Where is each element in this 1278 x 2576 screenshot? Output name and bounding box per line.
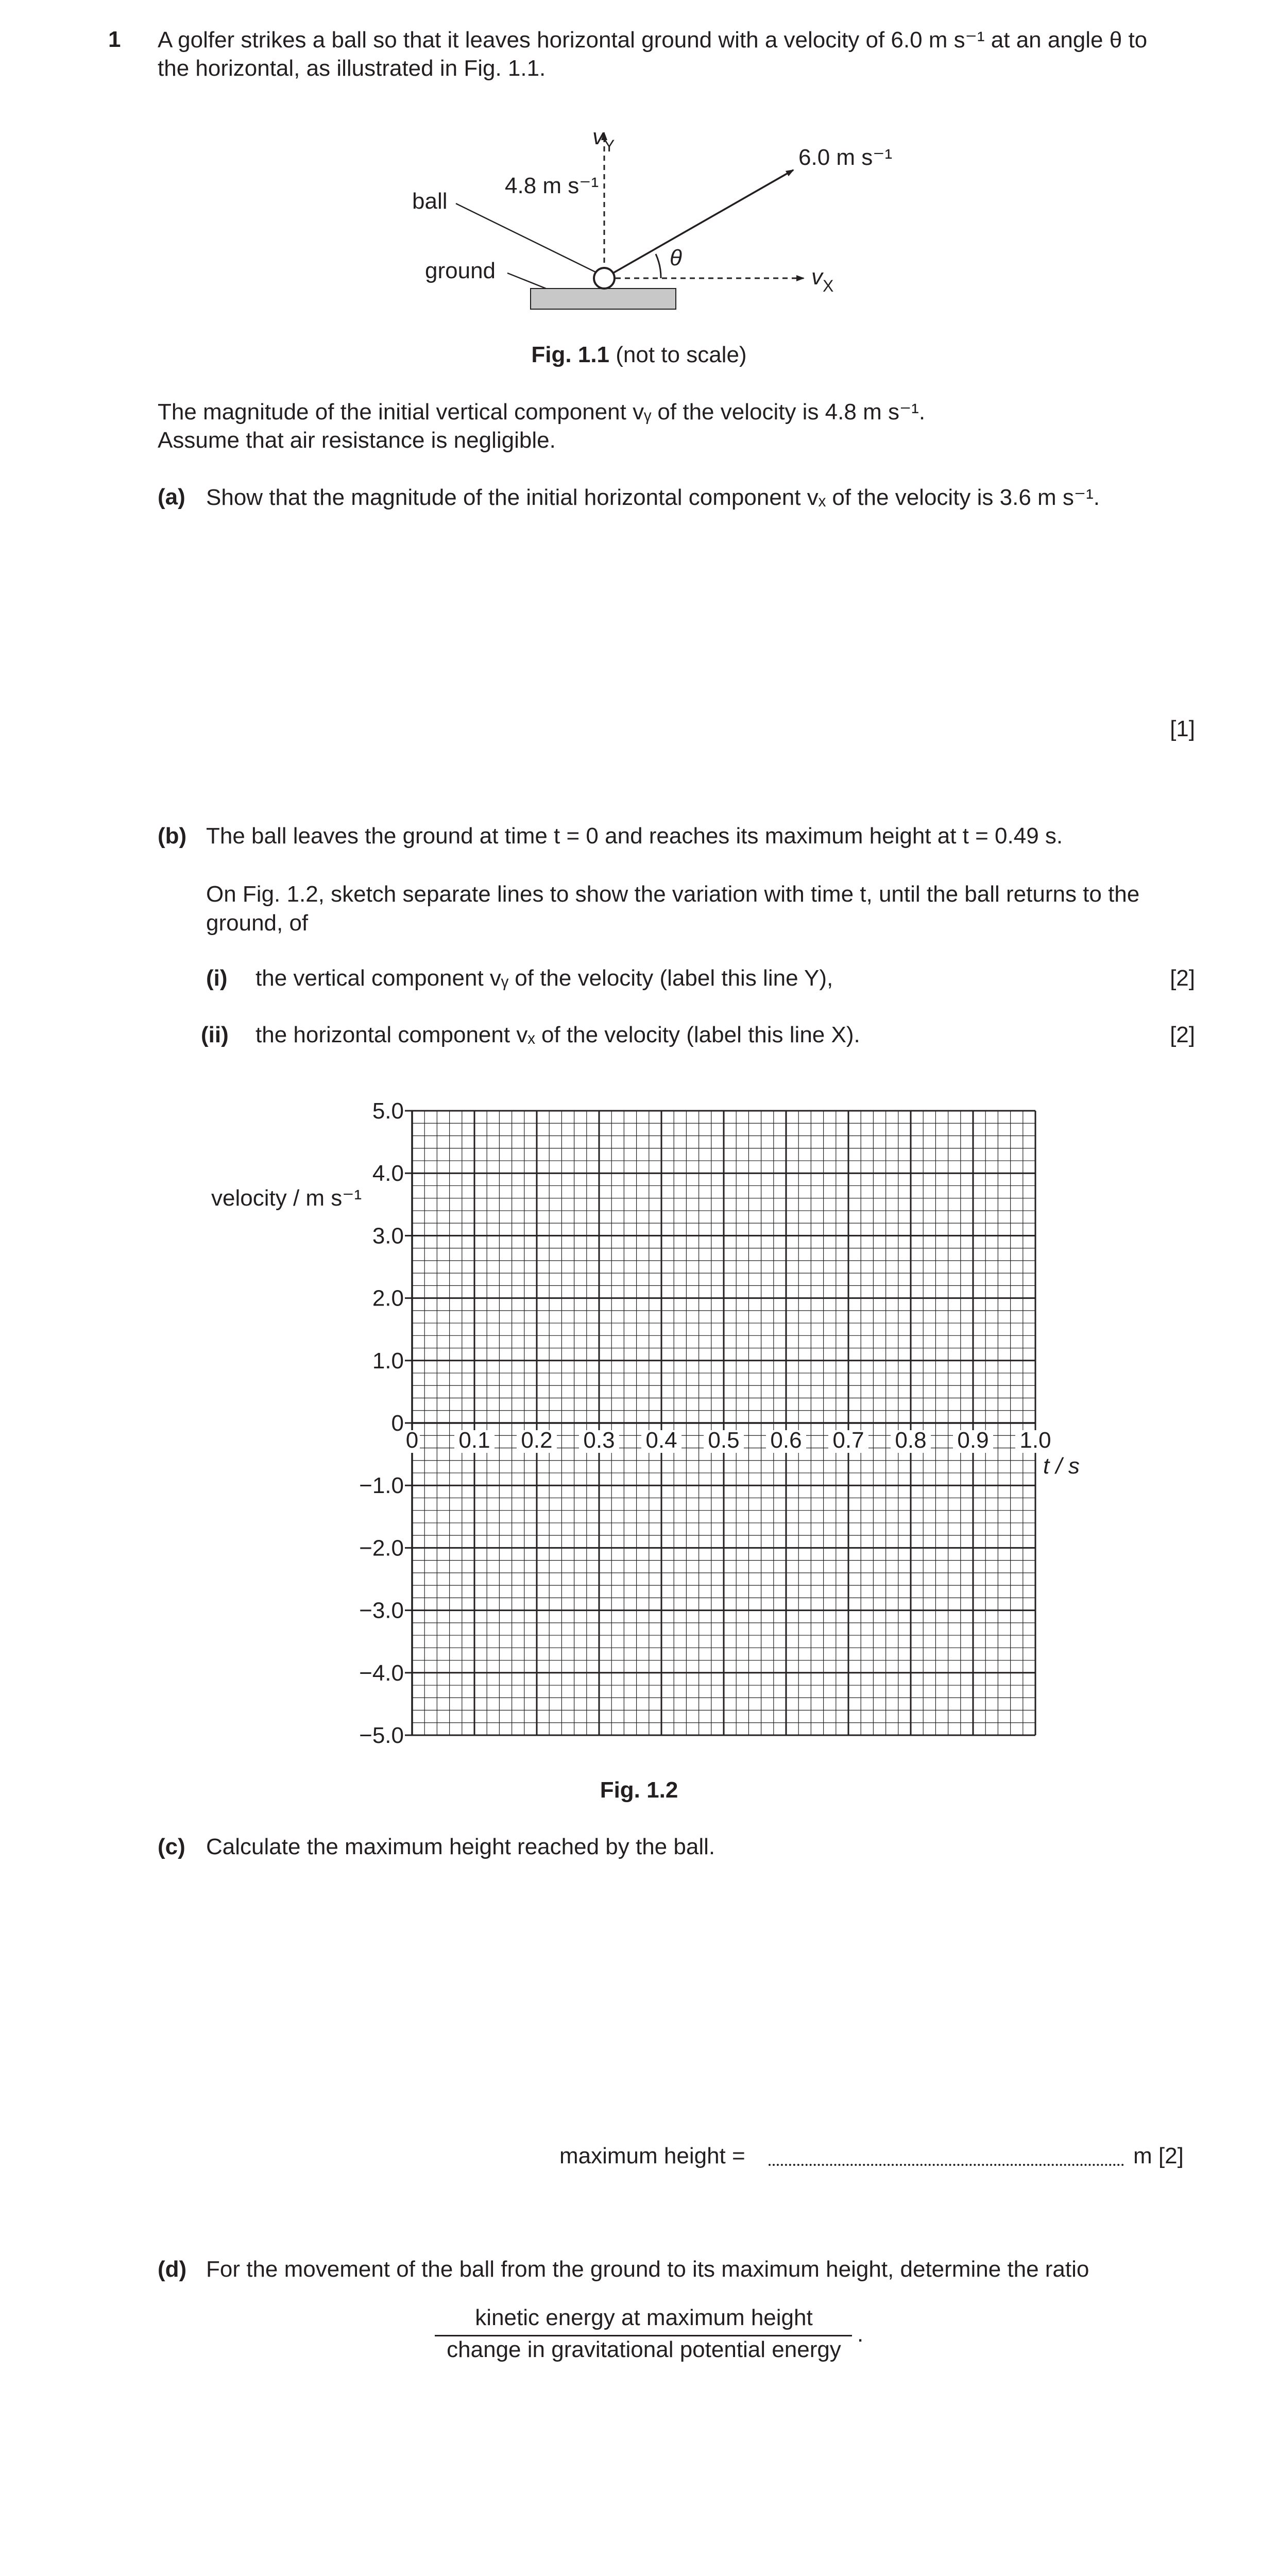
theta-label: θ bbox=[670, 245, 682, 270]
fig-1-1-caption-bold: Fig. 1.1 bbox=[531, 342, 610, 367]
info-line-1: The magnitude of the initial vertical component vᵧ of the velocity is 4.8 m s⁻¹. bbox=[158, 399, 926, 425]
y-axis-label: velocity / m s⁻¹ bbox=[211, 1185, 362, 1211]
x-axis-label: t / s bbox=[1043, 1453, 1080, 1479]
part-c-text: Calculate the maximum height reached by the ball. bbox=[206, 1834, 715, 1859]
vy-axis-sub: Y bbox=[604, 137, 615, 155]
ground-leader bbox=[507, 273, 546, 289]
y-tick-label: −3.0 bbox=[359, 1598, 404, 1623]
intro-line-2: the horizontal, as illustrated in Fig. 1.1. bbox=[158, 56, 546, 81]
vy-value-label: 4.8 m s⁻¹ bbox=[505, 173, 599, 198]
y-tick-label: 0 bbox=[391, 1411, 404, 1436]
y-tick-label: 3.0 bbox=[372, 1223, 404, 1249]
theta-arc bbox=[656, 254, 661, 278]
fig-1-1-diagram bbox=[402, 118, 907, 325]
y-tick-label: −5.0 bbox=[359, 1723, 404, 1748]
part-c-answer-unit: m [2] bbox=[1133, 2143, 1184, 2168]
info-line-2: Assume that air resistance is negligible. bbox=[158, 428, 556, 453]
question-number: 1 bbox=[108, 27, 121, 52]
fig-1-1-caption-rest: (not to scale) bbox=[609, 342, 747, 367]
fig-1-2-graph[interactable] bbox=[196, 1082, 1102, 1752]
part-b-text-1: The ball leaves the ground at time t = 0 and reaches its maximum height at t = 0.49 s. bbox=[206, 823, 1063, 849]
velocity-arrow bbox=[613, 170, 793, 273]
x-tick-label: 0.2 bbox=[521, 1428, 553, 1453]
x-tick-label: 0.1 bbox=[458, 1428, 490, 1453]
part-b-label: (b) bbox=[158, 823, 187, 849]
y-tick-label: 4.0 bbox=[372, 1161, 404, 1187]
vel-label: 6.0 m s⁻¹ bbox=[798, 145, 893, 170]
part-a-text: Show that the magnitude of the initial horizontal component vₓ of the velocity is 3.6 m s⁻¹. bbox=[206, 485, 1100, 510]
x-tick-label: 0 bbox=[405, 1428, 419, 1453]
y-tick-label: −2.0 bbox=[359, 1535, 404, 1561]
x-tick-label: 0.9 bbox=[957, 1428, 989, 1453]
x-tick-label: 0.3 bbox=[583, 1428, 615, 1453]
x-tick-label: 0.6 bbox=[770, 1428, 802, 1453]
x-tick-label: 1.0 bbox=[1019, 1428, 1051, 1453]
ball bbox=[594, 268, 615, 289]
part-b-i-text: the vertical component vᵧ of the velocity (label this line Y), bbox=[255, 965, 833, 991]
part-a-label: (a) bbox=[158, 484, 185, 510]
fig-1-1-caption bbox=[0, 342, 1278, 368]
vx-axis-sub: X bbox=[823, 277, 834, 295]
x-tick-label: 0.7 bbox=[832, 1428, 864, 1453]
y-tick-label: −4.0 bbox=[359, 1660, 404, 1686]
svg-text:vY bbox=[592, 124, 615, 155]
part-d-label: (d) bbox=[158, 2257, 187, 2282]
part-b-text-2: On Fig. 1.2, sketch separate lines to show the variation with time t, until the ball returns to the ground, of bbox=[206, 882, 1140, 936]
part-c-label: (c) bbox=[158, 1834, 185, 1859]
part-b-ii-text: the horizontal component vₓ of the velocity (label this line X). bbox=[255, 1022, 860, 1047]
x-tick-label: 0.8 bbox=[895, 1428, 927, 1453]
vx-axis-label: v bbox=[811, 264, 823, 290]
svg-text:vX bbox=[811, 264, 833, 295]
part-a-marks: [1] bbox=[1170, 716, 1195, 741]
part-b-ii-label: (ii) bbox=[201, 1022, 229, 1047]
x-tick-labels bbox=[404, 1428, 1055, 1453]
fig-1-2-caption: Fig. 1.2 bbox=[600, 1777, 678, 1803]
ratio-fraction-bar bbox=[435, 2335, 852, 2336]
x-tick-label: 0.4 bbox=[645, 1428, 677, 1453]
y-tick-label: −1.0 bbox=[359, 1473, 404, 1499]
y-tick-labels bbox=[359, 1098, 404, 1748]
part-b-i-marks: [2] bbox=[1170, 965, 1195, 991]
ball-label: ball bbox=[412, 189, 448, 214]
part-c-answer-label: maximum height = bbox=[559, 2143, 745, 2168]
ground-block bbox=[531, 289, 676, 309]
x-tick-label: 0.5 bbox=[708, 1428, 740, 1453]
part-b-i-label: (i) bbox=[206, 965, 228, 991]
ratio-denominator: change in gravitational potential energy bbox=[447, 2337, 841, 2362]
part-c-answer-line[interactable] bbox=[769, 2164, 1124, 2166]
y-tick-label: 5.0 bbox=[372, 1098, 404, 1124]
vy-axis-label: v bbox=[592, 124, 604, 149]
part-b-ii-marks: [2] bbox=[1170, 1022, 1195, 1047]
y-tick-label: 2.0 bbox=[372, 1285, 404, 1311]
intro-line-1: A golfer strikes a ball so that it leaves horizontal ground with a velocity of 6.0 m s⁻¹ at an angle θ to bbox=[158, 27, 1148, 53]
ratio-numerator: kinetic energy at maximum height bbox=[475, 2305, 813, 2330]
y-tick-label: 1.0 bbox=[372, 1348, 404, 1374]
ratio-period: . bbox=[857, 2321, 864, 2347]
part-d-text: For the movement of the ball from the ground to its maximum height, determine the ratio bbox=[206, 2257, 1089, 2282]
ground-label: ground bbox=[425, 258, 496, 283]
